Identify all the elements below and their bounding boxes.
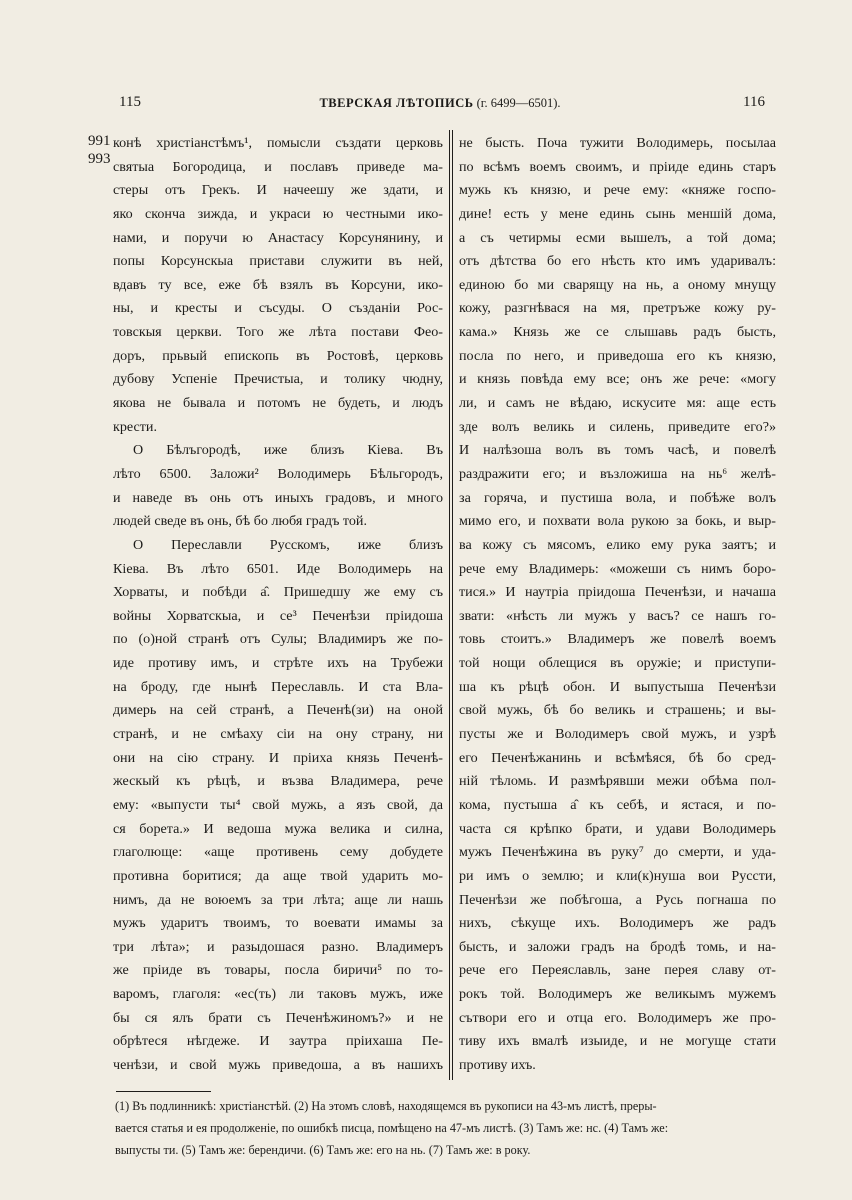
text-line: и наведе въ онь отъ иныхъ градовъ, и много [113,489,443,506]
text-line: посла по него, и приведоша его къ князю, [459,347,776,364]
text-line: а съ четирмы есми вышелъ, а той дома; [459,229,776,246]
footnote-line: выпусты ти. (5) Тамъ же: берендичи. (6) Тамъ же: его на нь. (7) Тамъ же: в року. [115,1143,531,1157]
text-line: якова не бывала и потомъ не будеть, и людъ [113,395,443,412]
text-line: мужъ Печенѣжина въ руку⁷ до смерти, и уда- [459,844,776,861]
text-line: димерь на сей странѣ, а Печенѣ(зи) на оной [113,702,443,719]
text-line: нимъ, да не воюемъ за три лѣта; аще ли нашь [113,891,443,908]
margin-year-end: 993 [88,151,111,167]
footnote-rule [116,1091,211,1092]
text-line: зде волъ великь и силень, приведите его?» [459,418,776,435]
text-line: Печенѣзи же побѣгоша, а Русь погнаша по [459,891,776,908]
text-line: они на сію страну. И пріиха князь Печенѣ- [113,749,443,766]
text-line: ри имъ о землю; и кли(к)нуша вои Руссти, [459,867,776,884]
text-line: стеры отъ Грекъ. И начеешу же здати, и [113,182,443,199]
text-line: лѣто 6500. Заложи² Володимерь Бѣльгородъ, [113,465,443,482]
running-header [115,94,765,118]
text-line: товскыя церкви. Того же лѣта постави Феo- [113,324,443,341]
footnote-line: (1) Въ подлинникѣ: христіанстѣй. (2) На этомъ словѣ, находящемся въ рукописи на 43-мъ листѣ, преры- [115,1099,657,1113]
text-line: отъ дѣтства бо его нѣсть кто имъ ударивалъ: [459,253,776,270]
text-line: попы Корсунскыа пристави служити въ ней, [113,253,443,270]
text-line: рече его Переяславль, зане перея славу от- [459,962,776,979]
text-line: дубову Успеніе Пречистыа, и толику чюдну, [113,371,443,388]
text-line: ему: «выпусти ты⁴ свой мужь, а язъ свой, да [113,796,443,813]
text-line: же пріиде въ товары, посла биричи⁵ по то- [113,962,443,979]
text-line: за горяча, и пустиша вола, и побѣже волъ [459,489,776,506]
text-line: ны, и кресты и съсуды. О създаніи Рос- [113,300,443,317]
text-line: и князь повѣда ему все; онъ же рече: «могу [459,371,776,388]
text-line: тиву ихъ вмалѣ изыиде, и не могуще стати [459,1033,776,1050]
text-line: ній тѣломь. И размѣрявши межи обѣма пол- [459,773,776,790]
text-line: бы ся ялъ брати съ Печенѣжиномъ?» и не [113,1009,443,1026]
text-line: три лѣта»; и разыдошася разно. Владимеръ [113,938,443,955]
text-line: войны Хорватскыа, и се³ Печенѣзи пріидоша [113,607,443,624]
text-line: кома, пустыша а̂ къ себѣ, и ястася, и по- [459,796,776,813]
text-line: сътвори его и отца его. Володимеръ же про- [459,1009,776,1026]
text-line: крести. [113,418,157,435]
text-line: не бысть. Поча тужити Володимерь, посылаа [459,135,776,151]
text-line: рече ему Владимерь: «можеши съ нимъ боро- [459,560,776,577]
text-line: Хорваты, и побѣди а̂. Пришедшу же ему съ [113,584,443,601]
text-line: странѣ, и не смѣаху сіи на ону страну, ни [113,726,443,743]
left-column [113,132,443,1078]
text-line: И налѣзоша волъ въ томъ часѣ, и повелѣ [459,442,776,459]
text-line: мимо его, и похвати вола рукою за бокь, и выр- [459,513,776,530]
text-line: мужъ ударитъ твоимъ, то воевати имамы за [113,915,443,932]
text-line: иде противу имъ, и стрѣте ихъ на Трубежи [113,655,443,672]
margin-years [88,132,111,168]
text-line: ли, и самъ не вѣдаю, искусите мя: аще есть [459,395,776,412]
text-line: свой мужь, бѣ бо великь и страшень; и вы- [459,702,776,719]
text-line: варомъ, глаголя: «ес(ть) ли таковъ мужъ, иже [113,986,443,1003]
footnote-line: вается статья и ея продолженіе, по ошибкѣ писца, помѣщено на 47-мъ листѣ. (3) Тамъ же: нс. (4) Тамъ же: [115,1121,669,1135]
text-line: ша къ рѣцѣ обон. И выпустыша Печенѣзи [459,678,776,695]
text-line: нами, и поручи ю Анастасу Корсунянину, и [113,229,443,246]
text-line: жескый къ рѣцѣ, и възва Владимера, рече [113,773,443,790]
text-line: ся борета.» И ведоша мужа велика и силна, [113,820,443,837]
text-line: людей сведе въ онь, бѣ бо любя градъ той. [113,513,367,530]
text-line: доръ, прьвый епископь въ Ростовѣ, церковь [113,347,443,364]
text-line: дине! есть у мене единь сынь меншій дома, [459,205,776,222]
text-line: бысть, и заложи градъ на бродѣ томь, и на- [459,938,776,955]
text-line: тися.» И наутріа пріидоша Печенѣзи, и начаша [459,584,776,601]
text-line: кама.» Князь же се слышавь радъ бысть, [459,324,776,341]
text-line: звати: «нѣсть ли мужъ у васъ? се нашъ го- [459,607,776,624]
text-line: глаголюще: «аще противень сему добудете [113,844,443,861]
text-line: по (о)ной странѣ отъ Сулы; Владимиръ же по- [113,631,443,648]
column-divider [449,130,450,1080]
text-line: яко скончa зижда, и украси ю честными ико- [113,205,443,222]
text-line: конѣ христіанстѣмъ¹, помысли създати церковь [113,135,443,151]
column-divider [452,130,453,1080]
year-range: (г. 6499—6501). [476,96,561,110]
text-line: на броду, где нынѣ Переславль. И ста Вла- [113,678,443,695]
text-line: часта ся крѣпко брати, и удави Володимерь [459,820,776,837]
text-line: товь стоитъ.» Владимеръ же повелѣ воемъ [459,631,776,648]
text-line: пусты же и Володимеръ свой мужъ, и узрѣ [459,726,776,743]
text-line: О Бѣлъгородѣ, иже близъ Кіева. Въ [133,442,443,459]
text-line: кожу, разгнѣвася на мя, претръже кожу ру- [459,300,776,317]
chronicle-title: ТВЕРСКАЯ ЛѢТОПИСЬ [319,96,474,110]
text-line: противу ихъ. [459,1056,536,1073]
text-line: раздражити его; и възложиша на нь⁶ желѣ- [459,465,776,482]
text-line: ченѣзи, и свой мужь приведоша, а въ нашихъ [113,1056,443,1073]
text-line: О Переславли Русскомъ, иже близъ [133,536,443,553]
page-number-right: 116 [743,94,765,110]
text-line: единою бо ми сварящу на нь, а оному мнущу [459,276,776,293]
text-line: рокъ той. Володимеръ же великымъ мужемъ [459,986,776,1003]
text-line: святыа Богородица, и пославъ приведе ма- [113,158,443,175]
text-line: той нощи облещися въ оружіе; и приступи- [459,655,776,672]
text-line: вдавъ ту все, еже бѣ взялъ въ Корсуни, ико- [113,276,443,293]
text-line: мужь къ князю, и рече ему: «княже госпо- [459,182,776,199]
margin-year-start: 991 [88,133,111,149]
text-line: по всѣмъ воемъ своимъ, и пріиде единь старъ [459,158,776,175]
running-title [115,96,765,111]
text-line: его Печенѣжанинь и всѣмѣяся, бѣ бо сред- [459,749,776,766]
text-line: нихъ, сѣкуще ихъ. Володимеръ же радъ [459,915,776,932]
right-column [459,132,776,1078]
page-number-left: 115 [119,94,141,110]
text-line: Кіева. Въ лѣто 6501. Иде Володимерь на [113,560,443,577]
text-line: противна боритися; да аще твой ударить мо- [113,867,443,884]
text-line: обрѣтеся нѣгдеже. И заутра пріихаша Пе- [113,1033,443,1050]
text-line: ва кожу съ мясомъ, елико ему рука заятъ; и [459,536,776,553]
